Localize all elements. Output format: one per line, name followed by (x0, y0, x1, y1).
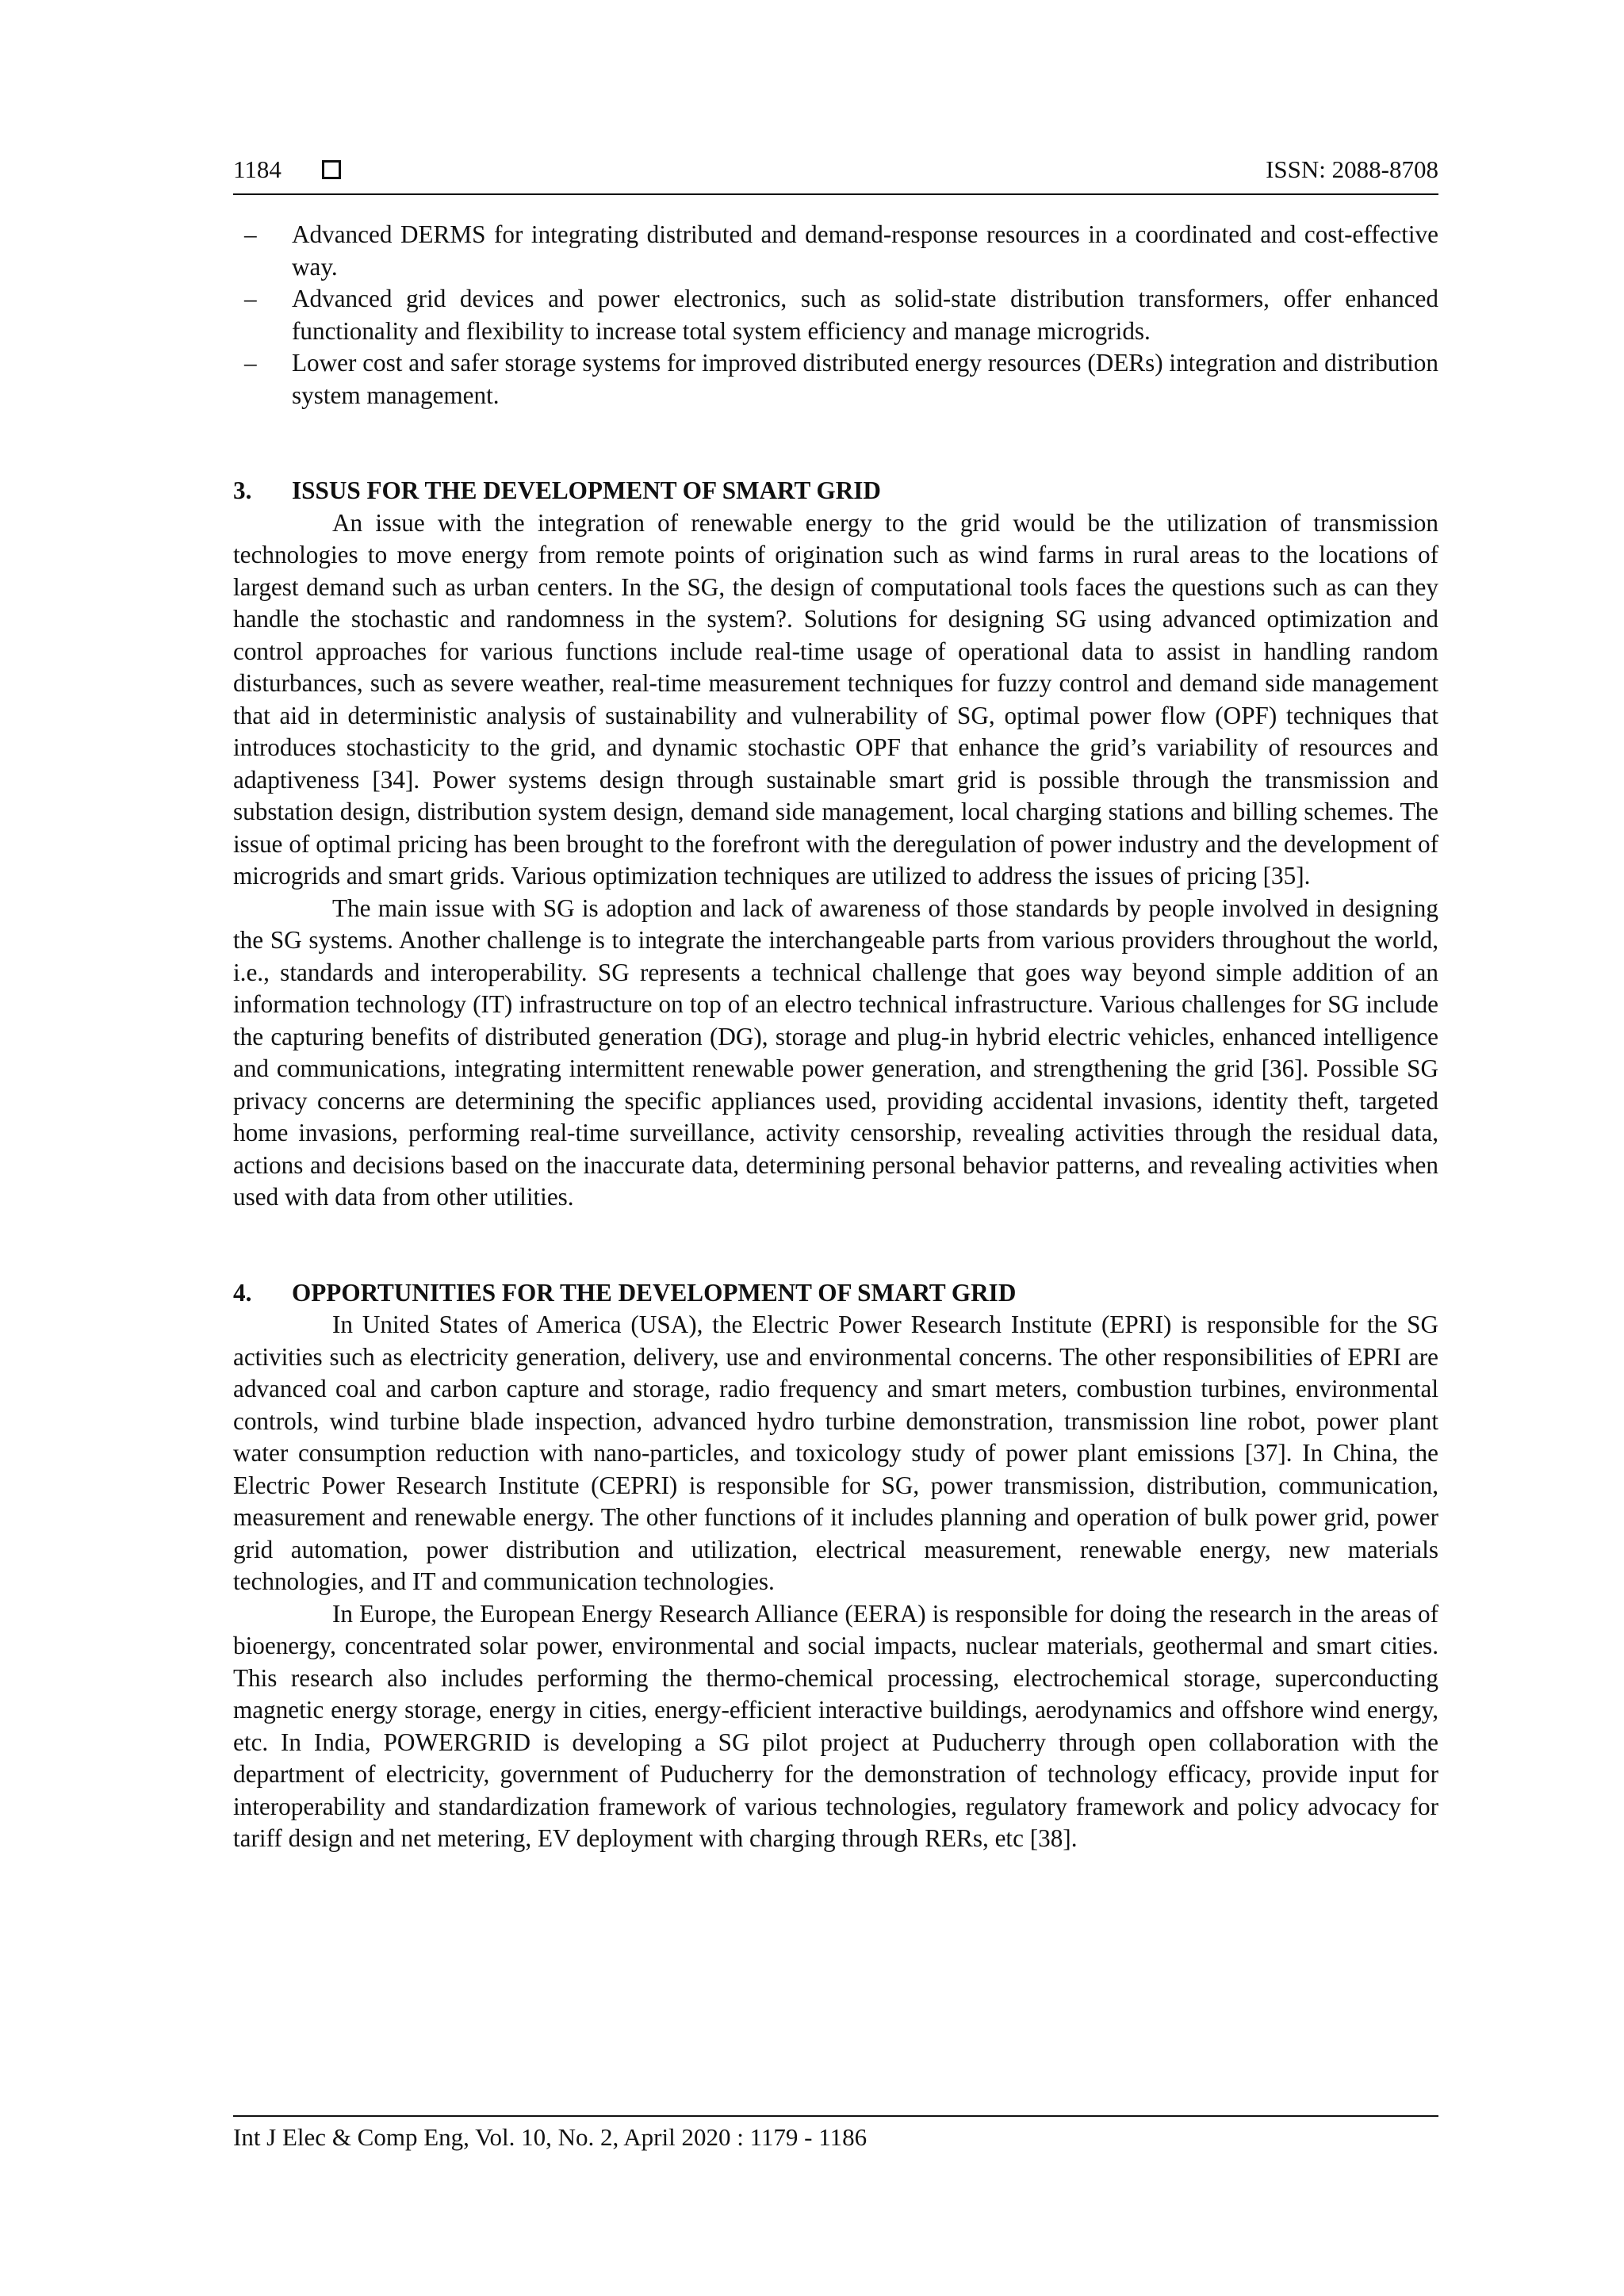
section-title: ISSUS FOR THE DEVELOPMENT OF SMART GRID (292, 476, 881, 504)
list-item (233, 283, 1438, 347)
header-rule (233, 193, 1438, 195)
bullet-text: Advanced grid devices and power electronics, such as solid-state distribution transformers, offer enhanced functionality and flexibility to increase total system efficiency and manage microgrids. (292, 285, 1438, 345)
section-heading (233, 1277, 1438, 1310)
dash-bullet-icon: – (244, 220, 257, 248)
paragraph: In United States of America (USA), the Electric Power Research Institute (EPRI) is responsible for the SG activities such as electricity generation, delivery, use and environmental concerns. The other responsibilities of EPRI are advanced coal and carbon capture and storage, radio frequency and smart meters, combustion turbines, environmental controls, wind turbine blade inspection, advanced hydro turbine demonstration, transmission line robot, power plant water consumption reduction with nano-particles, and toxicology study of power plant emissions [37]. In China, the Electric Power Research Institute (CEPRI) is responsible for SG, power transmission, distribution, communication, measurement and renewable energy. The other functions of it includes planning and operation of bulk power grid, power grid automation, power distribution and utilization, electrical measurement, renewable energy, new materials technologies, and IT and communication technologies. (233, 1311, 1438, 1595)
section-4 (233, 1277, 1438, 1855)
checkbox-square-icon (322, 160, 341, 179)
list-item (233, 347, 1438, 411)
paragraph: The main issue with SG is adoption and lack of awareness of those standards by people involved in designing the SG systems. Another challenge is to integrate the interchangeable parts from various providers throughout the world, i.e., standards and interoperability. SG represents a technical challenge that goes way beyond simple addition of an information technology (IT) infrastructure on top of an electro technical infrastructure. Various challenges for SG include the capturing benefits of distributed generation (DG), storage and plug-in hybrid electric vehicles, enhanced intelligence and communications, integrating intermittent renewable power generation, and strengthening the grid [36]. Possible SG privacy concerns are determining the specific appliances used, providing accidental invasions, identity theft, targeted home invasions, performing real-time surveillance, activity censorship, revealing activities through the residual data, actions and decisions based on the inaccurate data, determining personal behavior patterns, and revealing activities when used with data from other utilities. (233, 894, 1438, 1211)
footer-rule (233, 2115, 1438, 2117)
section-number: 3. (233, 476, 252, 504)
paragraph: An issue with the integration of renewable energy to the grid would be the utilization of transmission technologies to move energy from remote points of origination such as wind farms in rural areas to the locations of largest demand such as urban centers. In the SG, the design of computational tools faces the questions such as can they handle the stochastic and randomness in the system?. Solutions for designing SG using advanced optimization and control approaches for various functions include real-time usage of operational data to assist in handling random disturbances, such as severe weather, real-time measurement techniques for fuzzy control and demand side management that aid in deterministic analysis of sustainability and vulnerability of SG, optimal power flow (OPF) techniques that introduces stochasticity to the grid, and dynamic stochastic OPF that enhance the grid’s variability of resources and adaptiveness [34]. Power systems design through sustainable smart grid is possible through the transmission and substation design, distribution system design, demand side management, local charging stations and billing schemes. The issue of optimal pricing has been brought to the forefront with the deregulation of power industry and the development of microgrids and smart grids. Various optimization techniques are utilized to address the issues of pricing [35]. (233, 508, 1438, 890)
bullet-text: Advanced DERMS for integrating distributed and demand-response resources in a coordinated and cost-effective way. (292, 220, 1438, 281)
dash-bullet-icon: – (244, 285, 257, 312)
issn-label: ISSN: 2088-8708 (1266, 155, 1438, 183)
page-footer (233, 2123, 1438, 2152)
dash-bullet-icon: – (244, 349, 257, 377)
page-header (233, 155, 1438, 195)
section-title: OPPORTUNITIES FOR THE DEVELOPMENT OF SMART GRID (292, 1278, 1017, 1307)
section-number: 4. (233, 1278, 252, 1307)
list-item (233, 219, 1438, 283)
bullet-list (233, 219, 1438, 411)
page-number: 1184 (233, 155, 282, 183)
section-heading (233, 475, 1438, 507)
paragraph: In Europe, the European Energy Research Alliance (EERA) is responsible for doing the research in the areas of bioenergy, concentrated solar power, environmental and social impacts, nuclear materials, geothermal and smart cities. This research also includes performing the thermo-chemical processing, electrochemical storage, superconducting magnetic energy storage, energy in cities, energy-efficient interactive buildings, aerodynamics and offshore wind energy, etc. In India, POWERGRID is developing a SG pilot project at Puducherry through open collaboration with the department of electricity, government of Puducherry for the demonstration of technology efficacy, provide input for interoperability and standardization framework of various technologies, regulatory framework and policy advocacy for tariff design and net metering, EV deployment with charging through RERs, etc [38]. (233, 1599, 1438, 1852)
bullet-text: Lower cost and safer storage systems for improved distributed energy resources (DERs) integration and distribution system management. (292, 349, 1438, 409)
section-3 (233, 475, 1438, 1214)
footer-citation: Int J Elec & Comp Eng, Vol. 10, No. 2, April 2020 : 1179 - 1186 (233, 2123, 868, 2151)
body-text (233, 219, 1438, 1855)
